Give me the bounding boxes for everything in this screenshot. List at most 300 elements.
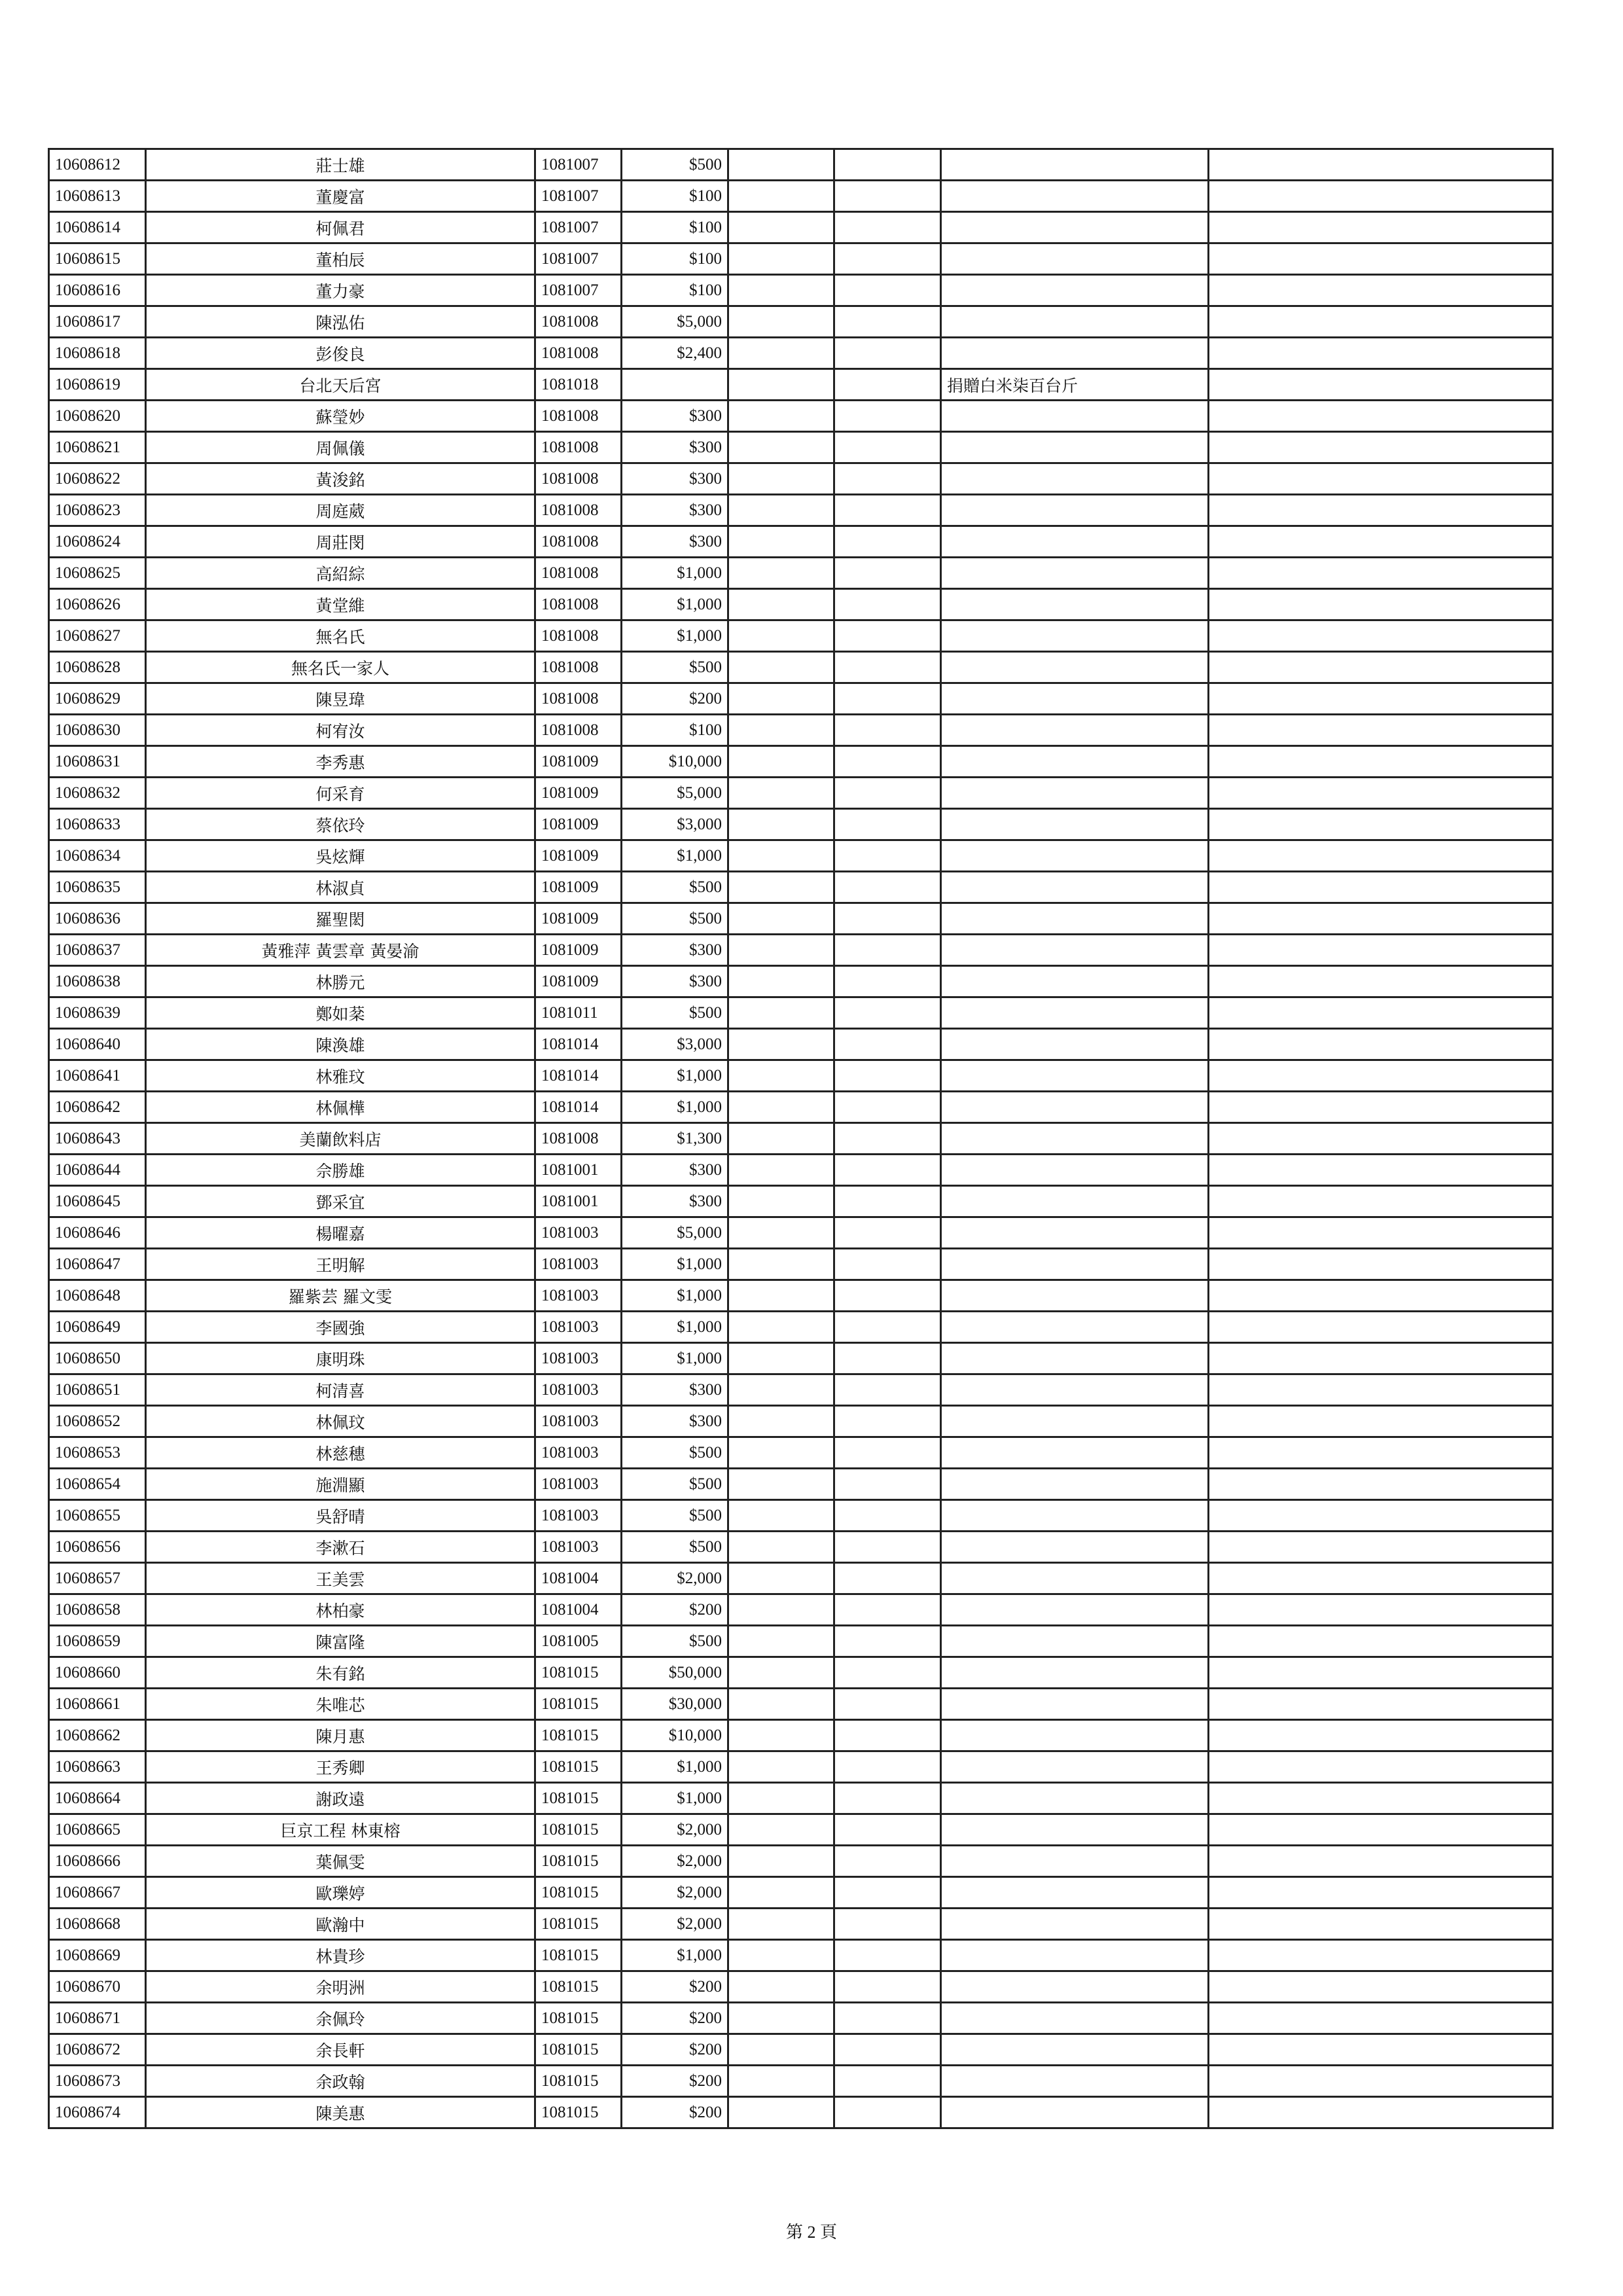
donor-name-cell: 吳舒晴 bbox=[146, 1500, 535, 1532]
empty-cell bbox=[834, 1689, 941, 1720]
table-row bbox=[49, 1280, 1553, 1312]
table-row bbox=[49, 338, 1553, 369]
date-cell: 1081015 bbox=[535, 2034, 622, 2066]
donor-name-cell: 王美雲 bbox=[146, 1563, 535, 1594]
receipt-id-cell: 10608649 bbox=[49, 1312, 146, 1343]
amount-cell: $200 bbox=[622, 683, 728, 715]
date-cell: 1081009 bbox=[535, 840, 622, 872]
empty-cell bbox=[834, 1500, 941, 1532]
table-row bbox=[49, 903, 1553, 935]
date-cell: 1081004 bbox=[535, 1563, 622, 1594]
amount-cell: $500 bbox=[622, 903, 728, 935]
amount-cell: $3,000 bbox=[622, 1029, 728, 1060]
date-cell: 1081009 bbox=[535, 809, 622, 840]
table-row bbox=[49, 840, 1553, 872]
table-row bbox=[49, 1123, 1553, 1155]
table-row bbox=[49, 2066, 1553, 2097]
empty-cell bbox=[834, 558, 941, 589]
donor-name-cell: 林佩玟 bbox=[146, 1406, 535, 1437]
empty-cell bbox=[834, 1563, 941, 1594]
table-row bbox=[49, 1155, 1553, 1186]
empty-cell bbox=[1209, 181, 1553, 212]
receipt-id-cell: 10608619 bbox=[49, 369, 146, 401]
note-cell bbox=[941, 2003, 1209, 2034]
receipt-id-cell: 10608626 bbox=[49, 589, 146, 620]
date-cell: 1081009 bbox=[535, 746, 622, 778]
amount-cell: $100 bbox=[622, 212, 728, 243]
receipt-id-cell: 10608633 bbox=[49, 809, 146, 840]
note-cell bbox=[941, 1877, 1209, 1909]
empty-cell bbox=[728, 2066, 834, 2097]
table-row bbox=[49, 1751, 1553, 1783]
date-cell: 1081009 bbox=[535, 903, 622, 935]
receipt-id-cell: 10608632 bbox=[49, 778, 146, 809]
table-row bbox=[49, 683, 1553, 715]
empty-cell bbox=[1209, 369, 1553, 401]
amount-cell: $2,000 bbox=[622, 1877, 728, 1909]
empty-cell bbox=[728, 369, 834, 401]
empty-cell bbox=[728, 1406, 834, 1437]
empty-cell bbox=[1209, 212, 1553, 243]
note-cell bbox=[941, 1406, 1209, 1437]
empty-cell bbox=[1209, 275, 1553, 306]
empty-cell bbox=[728, 1092, 834, 1123]
receipt-id-cell: 10608642 bbox=[49, 1092, 146, 1123]
empty-cell bbox=[834, 935, 941, 966]
table-row bbox=[49, 1532, 1553, 1563]
donor-name-cell: 佘勝雄 bbox=[146, 1155, 535, 1186]
amount-cell: $300 bbox=[622, 1374, 728, 1406]
empty-cell bbox=[834, 181, 941, 212]
empty-cell bbox=[1209, 1029, 1553, 1060]
empty-cell bbox=[834, 1186, 941, 1217]
receipt-id-cell: 10608631 bbox=[49, 746, 146, 778]
empty-cell bbox=[1209, 306, 1553, 338]
empty-cell bbox=[834, 1971, 941, 2003]
receipt-id-cell: 10608643 bbox=[49, 1123, 146, 1155]
empty-cell bbox=[728, 401, 834, 432]
table-row bbox=[49, 432, 1553, 463]
empty-cell bbox=[834, 2097, 941, 2128]
table-row bbox=[49, 558, 1553, 589]
empty-cell bbox=[834, 1783, 941, 1814]
donor-name-cell: 何采育 bbox=[146, 778, 535, 809]
date-cell: 1081007 bbox=[535, 149, 622, 181]
empty-cell bbox=[728, 872, 834, 903]
date-cell: 1081008 bbox=[535, 558, 622, 589]
date-cell: 1081015 bbox=[535, 1877, 622, 1909]
amount-cell: $3,000 bbox=[622, 809, 728, 840]
empty-cell bbox=[728, 1940, 834, 1971]
empty-cell bbox=[1209, 715, 1553, 746]
empty-cell bbox=[728, 1877, 834, 1909]
empty-cell bbox=[834, 620, 941, 652]
receipt-id-cell: 10608656 bbox=[49, 1532, 146, 1563]
date-cell: 1081004 bbox=[535, 1594, 622, 1626]
empty-cell bbox=[1209, 778, 1553, 809]
donor-name-cell: 董柏辰 bbox=[146, 243, 535, 275]
donor-name-cell: 謝政遠 bbox=[146, 1783, 535, 1814]
note-cell bbox=[941, 1029, 1209, 1060]
date-cell: 1081003 bbox=[535, 1469, 622, 1500]
amount-cell: $1,000 bbox=[622, 1751, 728, 1783]
empty-cell bbox=[834, 840, 941, 872]
table-row bbox=[49, 1720, 1553, 1751]
empty-cell bbox=[1209, 149, 1553, 181]
empty-cell bbox=[728, 1532, 834, 1563]
amount-cell: $300 bbox=[622, 526, 728, 558]
empty-cell bbox=[834, 589, 941, 620]
amount-cell: $50,000 bbox=[622, 1657, 728, 1689]
date-cell: 1081007 bbox=[535, 212, 622, 243]
empty-cell bbox=[834, 2034, 941, 2066]
table-row bbox=[49, 463, 1553, 495]
donor-name-cell: 周庭葳 bbox=[146, 495, 535, 526]
receipt-id-cell: 10608612 bbox=[49, 149, 146, 181]
donor-name-cell: 施淵顯 bbox=[146, 1469, 535, 1500]
donor-name-cell: 吳炫輝 bbox=[146, 840, 535, 872]
empty-cell bbox=[728, 1594, 834, 1626]
donor-name-cell: 余政翰 bbox=[146, 2066, 535, 2097]
empty-cell bbox=[1209, 1469, 1553, 1500]
date-cell: 1081011 bbox=[535, 997, 622, 1029]
receipt-id-cell: 10608661 bbox=[49, 1689, 146, 1720]
empty-cell bbox=[1209, 432, 1553, 463]
empty-cell bbox=[834, 1469, 941, 1500]
date-cell: 1081008 bbox=[535, 715, 622, 746]
amount-cell: $1,000 bbox=[622, 1280, 728, 1312]
amount-cell: $200 bbox=[622, 2003, 728, 2034]
donor-name-cell: 李漱石 bbox=[146, 1532, 535, 1563]
date-cell: 1081018 bbox=[535, 369, 622, 401]
table-row bbox=[49, 1374, 1553, 1406]
empty-cell bbox=[1209, 589, 1553, 620]
empty-cell bbox=[834, 1877, 941, 1909]
note-cell bbox=[941, 746, 1209, 778]
donor-name-cell: 余明洲 bbox=[146, 1971, 535, 2003]
table-row bbox=[49, 275, 1553, 306]
receipt-id-cell: 10608646 bbox=[49, 1217, 146, 1249]
date-cell: 1081003 bbox=[535, 1312, 622, 1343]
empty-cell bbox=[1209, 1909, 1553, 1940]
note-cell bbox=[941, 212, 1209, 243]
empty-cell bbox=[834, 1374, 941, 1406]
table-row bbox=[49, 1312, 1553, 1343]
amount-cell bbox=[622, 369, 728, 401]
donor-name-cell: 林勝元 bbox=[146, 966, 535, 997]
amount-cell: $2,000 bbox=[622, 1814, 728, 1846]
empty-cell bbox=[728, 243, 834, 275]
date-cell: 1081003 bbox=[535, 1280, 622, 1312]
amount-cell: $2,400 bbox=[622, 338, 728, 369]
empty-cell bbox=[834, 495, 941, 526]
table-row bbox=[49, 1657, 1553, 1689]
donor-name-cell: 蘇瑩妙 bbox=[146, 401, 535, 432]
empty-cell bbox=[728, 1500, 834, 1532]
empty-cell bbox=[1209, 840, 1553, 872]
date-cell: 1081015 bbox=[535, 1814, 622, 1846]
amount-cell: $2,000 bbox=[622, 1909, 728, 1940]
amount-cell: $1,000 bbox=[622, 589, 728, 620]
table-row bbox=[49, 1689, 1553, 1720]
date-cell: 1081003 bbox=[535, 1343, 622, 1374]
note-cell bbox=[941, 1437, 1209, 1469]
amount-cell: $500 bbox=[622, 1500, 728, 1532]
amount-cell: $300 bbox=[622, 495, 728, 526]
donor-name-cell: 周佩儀 bbox=[146, 432, 535, 463]
empty-cell bbox=[1209, 1186, 1553, 1217]
empty-cell bbox=[1209, 1814, 1553, 1846]
amount-cell: $100 bbox=[622, 243, 728, 275]
date-cell: 1081003 bbox=[535, 1249, 622, 1280]
receipt-id-cell: 10608636 bbox=[49, 903, 146, 935]
donor-name-cell: 柯清喜 bbox=[146, 1374, 535, 1406]
empty-cell bbox=[834, 463, 941, 495]
date-cell: 1081008 bbox=[535, 338, 622, 369]
table-row bbox=[49, 589, 1553, 620]
empty-cell bbox=[728, 1783, 834, 1814]
amount-cell: $500 bbox=[622, 1437, 728, 1469]
donor-name-cell: 高紹綜 bbox=[146, 558, 535, 589]
amount-cell: $500 bbox=[622, 1626, 728, 1657]
amount-cell: $300 bbox=[622, 401, 728, 432]
receipt-id-cell: 10608623 bbox=[49, 495, 146, 526]
date-cell: 1081014 bbox=[535, 1060, 622, 1092]
empty-cell bbox=[834, 1532, 941, 1563]
amount-cell: $500 bbox=[622, 997, 728, 1029]
empty-cell bbox=[728, 683, 834, 715]
empty-cell bbox=[728, 181, 834, 212]
receipt-id-cell: 10608667 bbox=[49, 1877, 146, 1909]
receipt-id-cell: 10608617 bbox=[49, 306, 146, 338]
empty-cell bbox=[1209, 1877, 1553, 1909]
empty-cell bbox=[834, 1720, 941, 1751]
empty-cell bbox=[728, 1814, 834, 1846]
empty-cell bbox=[834, 903, 941, 935]
empty-cell bbox=[1209, 1971, 1553, 2003]
amount-cell: $300 bbox=[622, 1406, 728, 1437]
amount-cell: $300 bbox=[622, 966, 728, 997]
empty-cell bbox=[1209, 683, 1553, 715]
amount-cell: $300 bbox=[622, 1155, 728, 1186]
amount-cell: $300 bbox=[622, 463, 728, 495]
donor-name-cell: 陳泓佑 bbox=[146, 306, 535, 338]
empty-cell bbox=[1209, 652, 1553, 683]
donor-name-cell: 羅紫芸 羅文雯 bbox=[146, 1280, 535, 1312]
empty-cell bbox=[834, 1217, 941, 1249]
table-row bbox=[49, 1626, 1553, 1657]
amount-cell: $1,000 bbox=[622, 1060, 728, 1092]
donor-name-cell: 黃雅萍 黃雲章 黃晏渝 bbox=[146, 935, 535, 966]
empty-cell bbox=[834, 1814, 941, 1846]
table-row bbox=[49, 1563, 1553, 1594]
note-cell bbox=[941, 997, 1209, 1029]
note-cell bbox=[941, 1123, 1209, 1155]
empty-cell bbox=[728, 935, 834, 966]
empty-cell bbox=[728, 997, 834, 1029]
empty-cell bbox=[834, 683, 941, 715]
table-row bbox=[49, 1594, 1553, 1626]
date-cell: 1081008 bbox=[535, 463, 622, 495]
empty-cell bbox=[728, 840, 834, 872]
note-cell bbox=[941, 1657, 1209, 1689]
donor-name-cell: 陳美惠 bbox=[146, 2097, 535, 2128]
note-cell bbox=[941, 149, 1209, 181]
note-cell bbox=[941, 872, 1209, 903]
empty-cell bbox=[834, 715, 941, 746]
empty-cell bbox=[1209, 1092, 1553, 1123]
note-cell bbox=[941, 1500, 1209, 1532]
note-cell bbox=[941, 306, 1209, 338]
note-cell bbox=[941, 935, 1209, 966]
table-row bbox=[49, 243, 1553, 275]
note-cell bbox=[941, 840, 1209, 872]
empty-cell bbox=[728, 903, 834, 935]
donor-name-cell: 陳富隆 bbox=[146, 1626, 535, 1657]
empty-cell bbox=[834, 401, 941, 432]
empty-cell bbox=[728, 149, 834, 181]
receipt-id-cell: 10608622 bbox=[49, 463, 146, 495]
empty-cell bbox=[1209, 997, 1553, 1029]
empty-cell bbox=[1209, 1155, 1553, 1186]
receipt-id-cell: 10608658 bbox=[49, 1594, 146, 1626]
receipt-id-cell: 10608640 bbox=[49, 1029, 146, 1060]
table-row bbox=[49, 149, 1553, 181]
donor-name-cell: 王秀卿 bbox=[146, 1751, 535, 1783]
empty-cell bbox=[728, 1720, 834, 1751]
date-cell: 1081003 bbox=[535, 1374, 622, 1406]
empty-cell bbox=[728, 778, 834, 809]
receipt-id-cell: 10608645 bbox=[49, 1186, 146, 1217]
donor-name-cell: 朱唯芯 bbox=[146, 1689, 535, 1720]
empty-cell bbox=[1209, 1500, 1553, 1532]
donor-name-cell: 羅聖閎 bbox=[146, 903, 535, 935]
note-cell bbox=[941, 1469, 1209, 1500]
note-cell bbox=[941, 526, 1209, 558]
amount-cell: $500 bbox=[622, 149, 728, 181]
date-cell: 1081007 bbox=[535, 275, 622, 306]
empty-cell bbox=[834, 1406, 941, 1437]
table-row bbox=[49, 181, 1553, 212]
note-cell bbox=[941, 1751, 1209, 1783]
table-row bbox=[49, 2097, 1553, 2128]
date-cell: 1081009 bbox=[535, 778, 622, 809]
receipt-id-cell: 10608648 bbox=[49, 1280, 146, 1312]
receipt-id-cell: 10608669 bbox=[49, 1940, 146, 1971]
table-row bbox=[49, 306, 1553, 338]
empty-cell bbox=[1209, 1751, 1553, 1783]
donor-name-cell: 陳渙雄 bbox=[146, 1029, 535, 1060]
empty-cell bbox=[728, 2097, 834, 2128]
empty-cell bbox=[1209, 1123, 1553, 1155]
donor-name-cell: 巨京工程 林東榕 bbox=[146, 1814, 535, 1846]
date-cell: 1081001 bbox=[535, 1155, 622, 1186]
note-cell bbox=[941, 2097, 1209, 2128]
date-cell: 1081008 bbox=[535, 526, 622, 558]
donor-name-cell: 林柏豪 bbox=[146, 1594, 535, 1626]
empty-cell bbox=[1209, 809, 1553, 840]
empty-cell bbox=[1209, 338, 1553, 369]
donor-name-cell: 鄭如棻 bbox=[146, 997, 535, 1029]
amount-cell: $100 bbox=[622, 715, 728, 746]
donor-name-cell: 蔡依玲 bbox=[146, 809, 535, 840]
note-cell bbox=[941, 966, 1209, 997]
note-cell bbox=[941, 1280, 1209, 1312]
note-cell bbox=[941, 338, 1209, 369]
table-row bbox=[49, 1500, 1553, 1532]
date-cell: 1081015 bbox=[535, 1657, 622, 1689]
empty-cell bbox=[1209, 1626, 1553, 1657]
date-cell: 1081003 bbox=[535, 1406, 622, 1437]
empty-cell bbox=[834, 1846, 941, 1877]
table-row bbox=[49, 369, 1553, 401]
date-cell: 1081003 bbox=[535, 1217, 622, 1249]
table-row bbox=[49, 212, 1553, 243]
empty-cell bbox=[1209, 620, 1553, 652]
donor-name-cell: 柯佩君 bbox=[146, 212, 535, 243]
table-row bbox=[49, 2034, 1553, 2066]
amount-cell: $300 bbox=[622, 1186, 728, 1217]
empty-cell bbox=[834, 1060, 941, 1092]
amount-cell: $200 bbox=[622, 1594, 728, 1626]
receipt-id-cell: 10608670 bbox=[49, 1971, 146, 2003]
date-cell: 1081008 bbox=[535, 401, 622, 432]
receipt-id-cell: 10608650 bbox=[49, 1343, 146, 1374]
empty-cell bbox=[728, 1563, 834, 1594]
note-cell: 捐贈白米柒百台斤 bbox=[941, 369, 1209, 401]
empty-cell bbox=[834, 2066, 941, 2097]
date-cell: 1081014 bbox=[535, 1029, 622, 1060]
receipt-id-cell: 10608615 bbox=[49, 243, 146, 275]
empty-cell bbox=[1209, 1689, 1553, 1720]
empty-cell bbox=[834, 275, 941, 306]
empty-cell bbox=[834, 1626, 941, 1657]
table-row bbox=[49, 620, 1553, 652]
note-cell bbox=[941, 652, 1209, 683]
donor-name-cell: 余長軒 bbox=[146, 2034, 535, 2066]
donor-name-cell: 彭俊良 bbox=[146, 338, 535, 369]
empty-cell bbox=[728, 526, 834, 558]
receipt-id-cell: 10608628 bbox=[49, 652, 146, 683]
donor-name-cell: 黃堂維 bbox=[146, 589, 535, 620]
receipt-id-cell: 10608627 bbox=[49, 620, 146, 652]
empty-cell bbox=[1209, 872, 1553, 903]
empty-cell bbox=[1209, 243, 1553, 275]
amount-cell: $1,000 bbox=[622, 1940, 728, 1971]
donor-name-cell: 林佩樺 bbox=[146, 1092, 535, 1123]
empty-cell bbox=[834, 809, 941, 840]
table-row bbox=[49, 1971, 1553, 2003]
date-cell: 1081008 bbox=[535, 620, 622, 652]
table-row bbox=[49, 495, 1553, 526]
empty-cell bbox=[834, 1657, 941, 1689]
date-cell: 1081015 bbox=[535, 1783, 622, 1814]
amount-cell: $1,300 bbox=[622, 1123, 728, 1155]
empty-cell bbox=[728, 620, 834, 652]
empty-cell bbox=[728, 1312, 834, 1343]
note-cell bbox=[941, 1594, 1209, 1626]
note-cell bbox=[941, 620, 1209, 652]
note-cell bbox=[941, 432, 1209, 463]
amount-cell: $1,000 bbox=[622, 840, 728, 872]
amount-cell: $200 bbox=[622, 1971, 728, 2003]
donor-name-cell: 李國強 bbox=[146, 1312, 535, 1343]
date-cell: 1081015 bbox=[535, 1971, 622, 2003]
table-row bbox=[49, 1814, 1553, 1846]
empty-cell bbox=[728, 966, 834, 997]
receipt-id-cell: 10608614 bbox=[49, 212, 146, 243]
empty-cell bbox=[728, 495, 834, 526]
